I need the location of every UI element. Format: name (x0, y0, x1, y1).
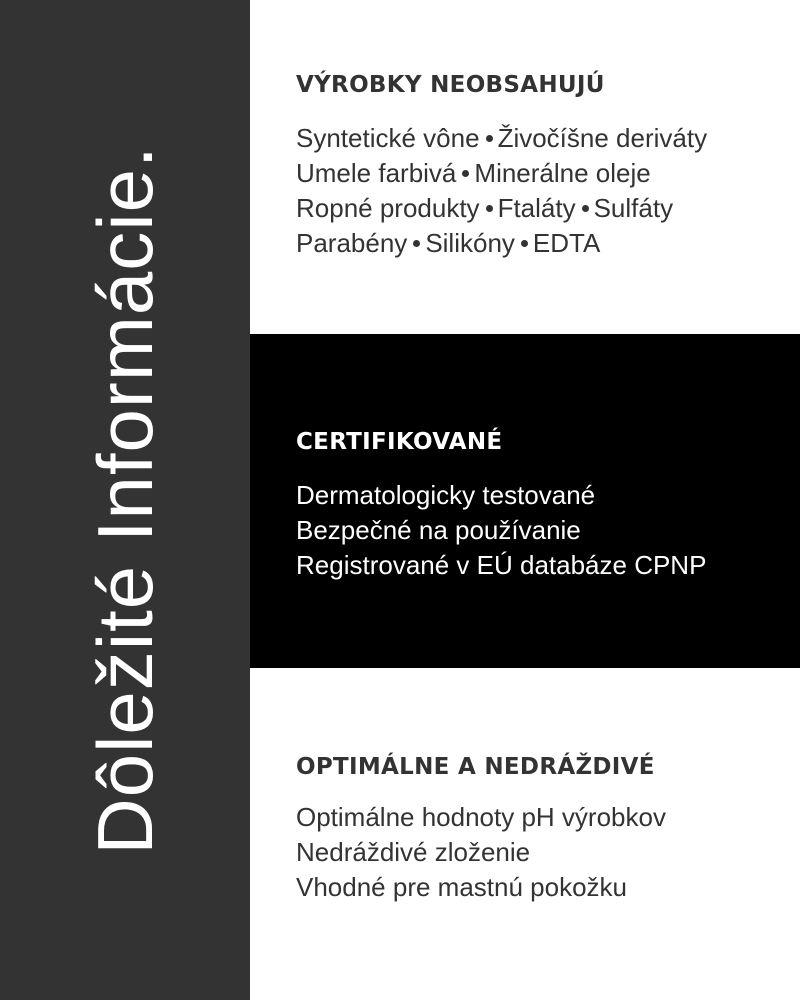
section-item: Ftaláty (497, 193, 576, 223)
section-list (296, 121, 707, 261)
section-item: Silikóny (425, 228, 515, 258)
section-item: Parabény (296, 228, 408, 258)
section-item: Vhodné pre mastnú pokožku (296, 872, 627, 902)
section-line (296, 548, 706, 583)
section-item: Sulfáty (593, 193, 674, 223)
section-item: Optimálne hodnoty pH výrobkov (296, 802, 666, 832)
section-item: Umele farbivá (296, 158, 457, 188)
section-line (296, 513, 706, 548)
section-item: Nedráždivé zloženie (296, 837, 531, 867)
section-list (296, 800, 666, 905)
section-item: Ropné produkty (296, 193, 480, 223)
bullet-dot-icon (413, 240, 420, 247)
section-line (296, 121, 707, 156)
section-item: Registrované v EÚ databáze CPNP (296, 550, 707, 580)
sidebar-title: Dôležité Informácie. (81, 145, 169, 855)
section-line (296, 870, 666, 905)
section-line (296, 156, 707, 191)
section-item: Syntetické vône (296, 123, 480, 153)
section-item: EDTA (532, 228, 601, 258)
bullet-dot-icon (486, 135, 493, 142)
section-line (296, 835, 666, 870)
section-list (296, 478, 706, 583)
section-item: Bezpečné na používanie (296, 515, 581, 545)
section-optimal (250, 668, 800, 1000)
bullet-dot-icon (486, 205, 493, 212)
section-heading: VÝROBKY NEOBSAHUJÚ (296, 72, 605, 98)
section-item: Živočíšne deriváty (497, 123, 708, 153)
section-line (296, 478, 706, 513)
section-heading: CERTIFIKOVANÉ (296, 429, 503, 455)
sidebar (0, 0, 250, 1000)
section-item: Minerálne oleje (474, 158, 651, 188)
section-line (296, 800, 666, 835)
bullet-dot-icon (582, 205, 589, 212)
bullet-dot-icon (521, 240, 528, 247)
bullet-dot-icon (462, 170, 469, 177)
section-heading: OPTIMÁLNE A NEDRÁŽDIVÉ (296, 754, 655, 780)
section-line (296, 226, 707, 261)
section-item: Dermatologicky testované (296, 480, 596, 510)
section-certified (250, 334, 800, 668)
section-ingredients-free (250, 0, 800, 334)
section-line (296, 191, 707, 226)
